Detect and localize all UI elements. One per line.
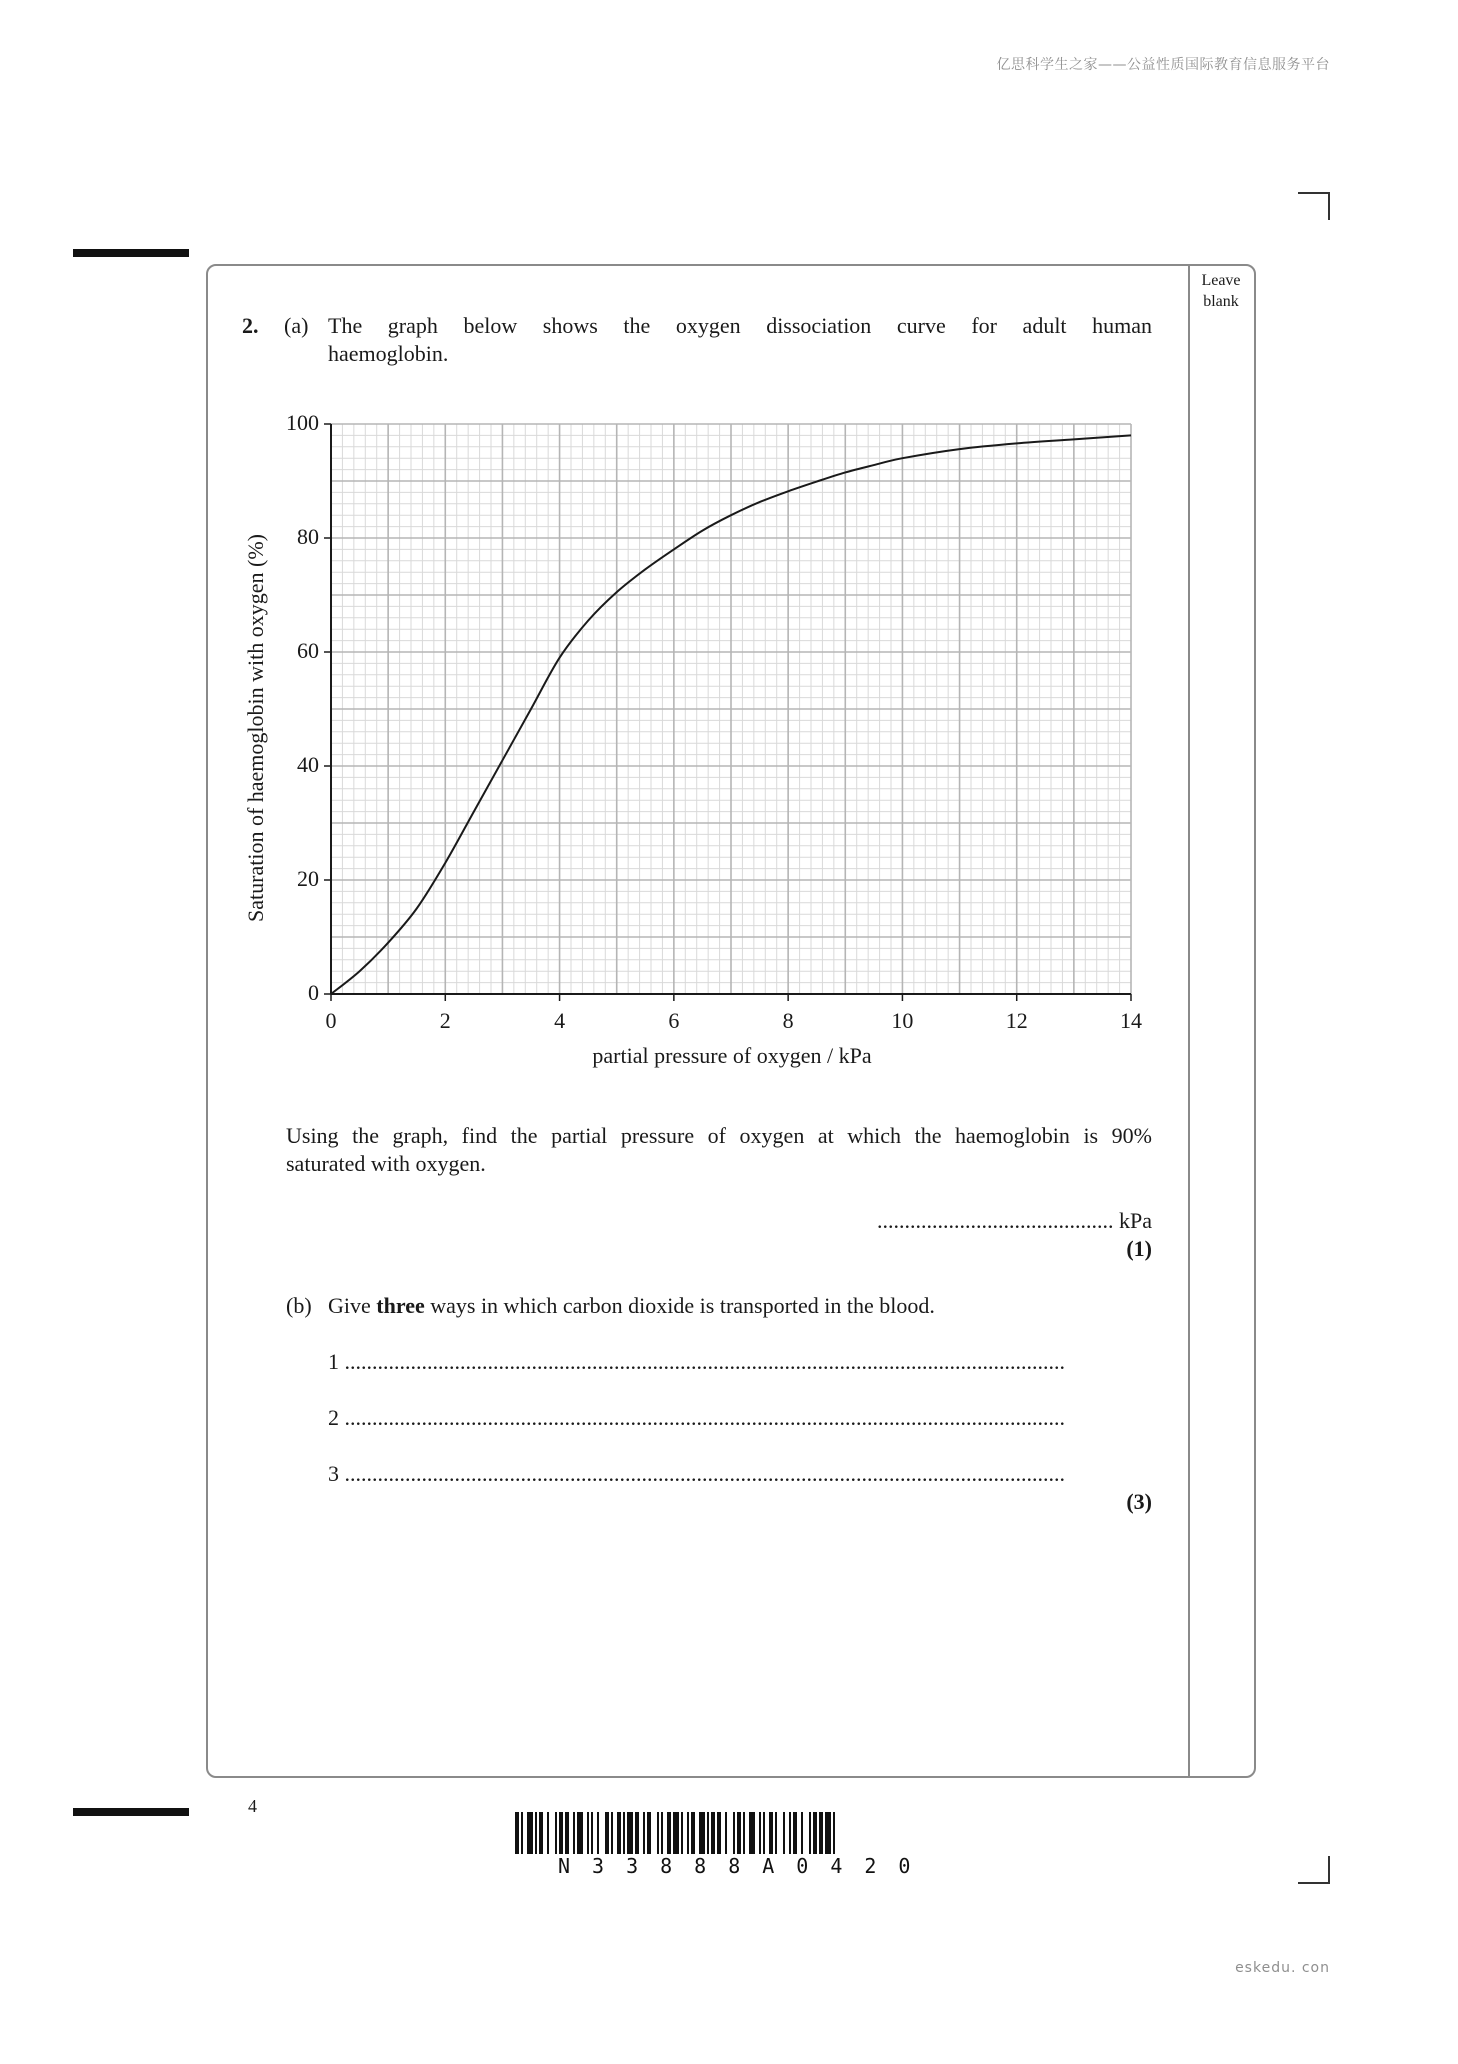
x-tick-label: 8 (782, 1008, 794, 1033)
barcode-bar (737, 1812, 741, 1854)
y-tick-label: 100 (286, 410, 319, 435)
x-tick-label: 4 (554, 1008, 566, 1033)
barcode-bar (813, 1812, 817, 1854)
answer-dots[interactable]: ........................................... (877, 1208, 1114, 1233)
x-tick-label: 14 (1120, 1008, 1142, 1033)
barcode-bar (711, 1812, 715, 1854)
part-a-marks: (1) (1126, 1236, 1152, 1261)
barcode-bar (577, 1812, 583, 1854)
barcode-bar (527, 1812, 533, 1854)
barcode-bar (749, 1812, 755, 1854)
y-tick-label: 0 (308, 980, 319, 1005)
answer-line-1-dots[interactable]: ................................................................................................................................... (344, 1349, 1065, 1374)
barcode-bar (759, 1812, 761, 1854)
barcode-bar (623, 1812, 625, 1854)
barcode-bar (763, 1812, 765, 1854)
barcode-bar (591, 1812, 593, 1854)
part-a-intro-line2: haemoglobin. (328, 341, 449, 366)
part-a-prompt-line1: Using the graph, find the partial pressure of oxygen at which the haemoglobin is 90% (286, 1123, 1152, 1148)
barcode-bar (717, 1812, 721, 1854)
x-axis-label: partial pressure of oxygen / kPa (592, 1043, 872, 1068)
barcode-bar (793, 1812, 797, 1854)
barcode-bar (819, 1812, 823, 1854)
barcode-bar (657, 1812, 659, 1854)
barcode-bar (611, 1812, 613, 1854)
barcode-bar (535, 1812, 537, 1854)
barcode-bar (521, 1812, 523, 1854)
page-number: 4 (248, 1796, 257, 1816)
barcode-bar (627, 1812, 633, 1854)
leave-blank-label: Leave blank (1201, 272, 1241, 310)
chart-y-ticks (286, 410, 331, 1005)
y-tick-label: 80 (297, 524, 319, 549)
barcode-bar (667, 1812, 671, 1854)
barcode-bar (725, 1812, 727, 1854)
barcode-bar (617, 1812, 621, 1854)
y-axis-label: Saturation of haemoglobin with oxygen (%) (243, 534, 268, 922)
part-b-marks: (3) (1126, 1489, 1152, 1514)
barcode-bar (559, 1812, 563, 1854)
barcode-bar (825, 1812, 831, 1854)
answer-line-2-dots[interactable]: ................................................................................................................................... (344, 1405, 1065, 1430)
answer-line-1[interactable]: 1 ................................................................................................................................... (328, 1348, 1152, 1376)
x-tick-label: 2 (439, 1008, 451, 1033)
barcode-bar (687, 1812, 689, 1854)
barcode-bar (833, 1812, 835, 1854)
barcode-bars (515, 1812, 835, 1854)
barcode-bar (707, 1812, 709, 1854)
barcode-bar (769, 1812, 773, 1854)
answer-line-3[interactable]: 3 ................................................................................................................................... (328, 1460, 1152, 1488)
barcode (515, 1812, 955, 1856)
part-b-label: (b) (286, 1293, 312, 1318)
barcode-bar (647, 1812, 651, 1854)
watermark-bottom: eskedu. con (1235, 1960, 1330, 1976)
emphasis-three: three (376, 1293, 425, 1318)
answer-line-2[interactable]: 2 ................................................................................................................................... (328, 1404, 1152, 1432)
barcode-bar (573, 1812, 575, 1854)
x-tick-label: 6 (668, 1008, 680, 1033)
barcode-bar (809, 1812, 811, 1854)
chart-major-grid (331, 424, 1131, 994)
barcode-bar (605, 1812, 609, 1854)
part-a-label: (a) (284, 313, 309, 338)
barcode-bar (733, 1812, 735, 1854)
y-tick-label: 60 (297, 638, 319, 663)
registration-bar-bottom (73, 1808, 189, 1816)
part-a-intro-line1: The graph below shows the oxygen dissociation curve for adult human (328, 313, 1152, 338)
crop-mark-bottom (1298, 1856, 1330, 1884)
chart-x-ticks (326, 994, 1143, 1033)
barcode-bar (673, 1812, 679, 1854)
x-tick-label: 10 (891, 1008, 914, 1033)
barcode-bar (635, 1812, 639, 1854)
barcode-bar (547, 1812, 549, 1854)
barcode-bar (743, 1812, 745, 1854)
answer-line-kpa[interactable] (877, 1207, 1152, 1235)
barcode-bar (783, 1812, 785, 1854)
barcode-bar (587, 1812, 589, 1854)
watermark-top: 亿思科学生之家——公益性质国际教育信息服务平台 (996, 57, 1330, 73)
question-number: 2. (242, 313, 259, 338)
part-a-prompt-line2: saturated with oxygen. (286, 1151, 486, 1176)
barcode-bar (555, 1812, 557, 1854)
y-tick-label: 20 (297, 866, 319, 891)
barcode-bar (597, 1812, 599, 1854)
answer-unit: kPa (1119, 1208, 1152, 1233)
barcode-bar (681, 1812, 683, 1854)
barcode-bar (539, 1812, 543, 1854)
barcode-bar (515, 1812, 519, 1854)
barcode-bar (661, 1812, 663, 1854)
barcode-number: N33888A0420 (558, 1854, 933, 1878)
barcode-bar (801, 1812, 803, 1854)
answer-line-3-dots[interactable]: ................................................................................................................................... (344, 1461, 1065, 1486)
barcode-bar (565, 1812, 569, 1854)
x-tick-label: 12 (1005, 1008, 1028, 1033)
barcode-bar (775, 1812, 777, 1854)
barcode-bar (691, 1812, 695, 1854)
y-tick-label: 40 (297, 752, 319, 777)
part-b-prompt: Give three ways in which carbon dioxide is transported in the blood. (328, 1293, 935, 1318)
barcode-bar (643, 1812, 645, 1854)
x-tick-label: 0 (325, 1008, 337, 1033)
barcode-bar (699, 1812, 705, 1854)
barcode-bar (789, 1812, 791, 1854)
